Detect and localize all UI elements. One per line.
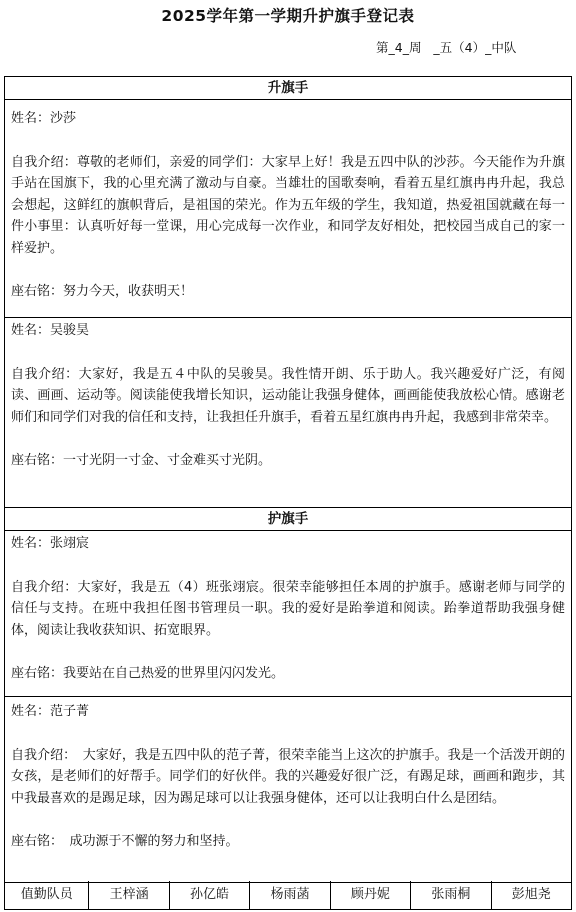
week-class-line: 第_4_周 _五（4）_中队 [376, 40, 517, 55]
person-intro: 自我介绍：尊敬的老师们，亲爱的同学们：大家早上好！我是五四中队的沙莎。今天能作为升旗手站在国旗下，我的心里充满了激动与自豪。当雄壮的国歌奏响，看着五星红旗冉冉升起，我总会想起，这鲜红的旗帜背后，是祖国的荣光。作为五年级的学生，我知道，热爱祖国就藏在每一件小事里：认真听好每一堂课，用心完成每一次作业，和同学友好相处，把校园当成自己的家一样爱护。 [11, 154, 565, 256]
person-motto: 座右铭： 成功源于不懈的努力和坚持。 [11, 834, 239, 849]
duty-member: 顾丹妮 [331, 881, 411, 909]
guards-heading: 护旗手 [5, 508, 571, 531]
person-motto: 座右铭：我要站在自己热爱的世界里闪闪发光。 [11, 666, 285, 681]
person-block-4 [5, 697, 571, 883]
registration-table [4, 76, 572, 910]
duty-member: 王梓涵 [89, 881, 169, 909]
person-block-2 [5, 318, 571, 508]
duty-member: 孙亿皓 [170, 881, 250, 909]
duty-member: 杨雨菡 [250, 881, 330, 909]
person-name: 姓名：沙莎 [11, 111, 77, 126]
duty-member: 彭旭尧 [511, 887, 551, 902]
person-intro: 自我介绍： 大家好，我是五四中队的范子菁，很荣幸能当上这次的护旗手。我是一个活泼开朗的女孩，是老师们的好帮手。同学们的好伙伴。我的兴趣爱好很广泛，有踢足球，画画和跑步，其中我最喜欢的是踢足球，因为踢足球可以让我强身健体，还可以让我明白什么是团结。 [11, 747, 565, 806]
person-block-3 [5, 531, 571, 697]
person-block-1 [5, 100, 571, 318]
raisers-heading: 升旗手 [5, 77, 571, 100]
person-motto: 座右铭：一寸光阴一寸金、寸金难买寸光阴。 [11, 453, 272, 468]
person-name: 姓名：吴骏昊 [11, 323, 90, 338]
person-name: 姓名：范子菁 [11, 704, 90, 719]
duty-label: 值勤队员 [5, 881, 89, 909]
person-name: 姓名：张翊宸 [11, 536, 90, 551]
duty-member: 张雨桐 [411, 881, 491, 909]
page-title: 2025学年第一学期升护旗手登记表 [161, 7, 415, 25]
person-motto: 座右铭：努力今天，收获明天！ [11, 284, 194, 299]
duty-members-row [5, 881, 571, 909]
person-intro: 自我介绍：大家好，我是五（4）班张翊宸。很荣幸能够担任本周的护旗手。感谢老师与同学的信任与支持。在班中我担任图书管理员一职。我的爱好是跆拳道和阅读。跆拳道帮助我强身健体，阅读让我收获知识、拓宽眼界。 [11, 579, 565, 638]
person-intro: 自我介绍：大家好，我是五４中队的吴骏昊。我性情开朗、乐于助人。我兴趣爱好广泛，有阅读、画画、运动等。阅读能使我增长知识，运动能让我强身健体，画画能使我放松心情。感谢老师们和同学们对我的信任和支持，让我担任升旗手，看着五星红旗冉冉升起，我感到非常荣幸。 [11, 366, 565, 425]
